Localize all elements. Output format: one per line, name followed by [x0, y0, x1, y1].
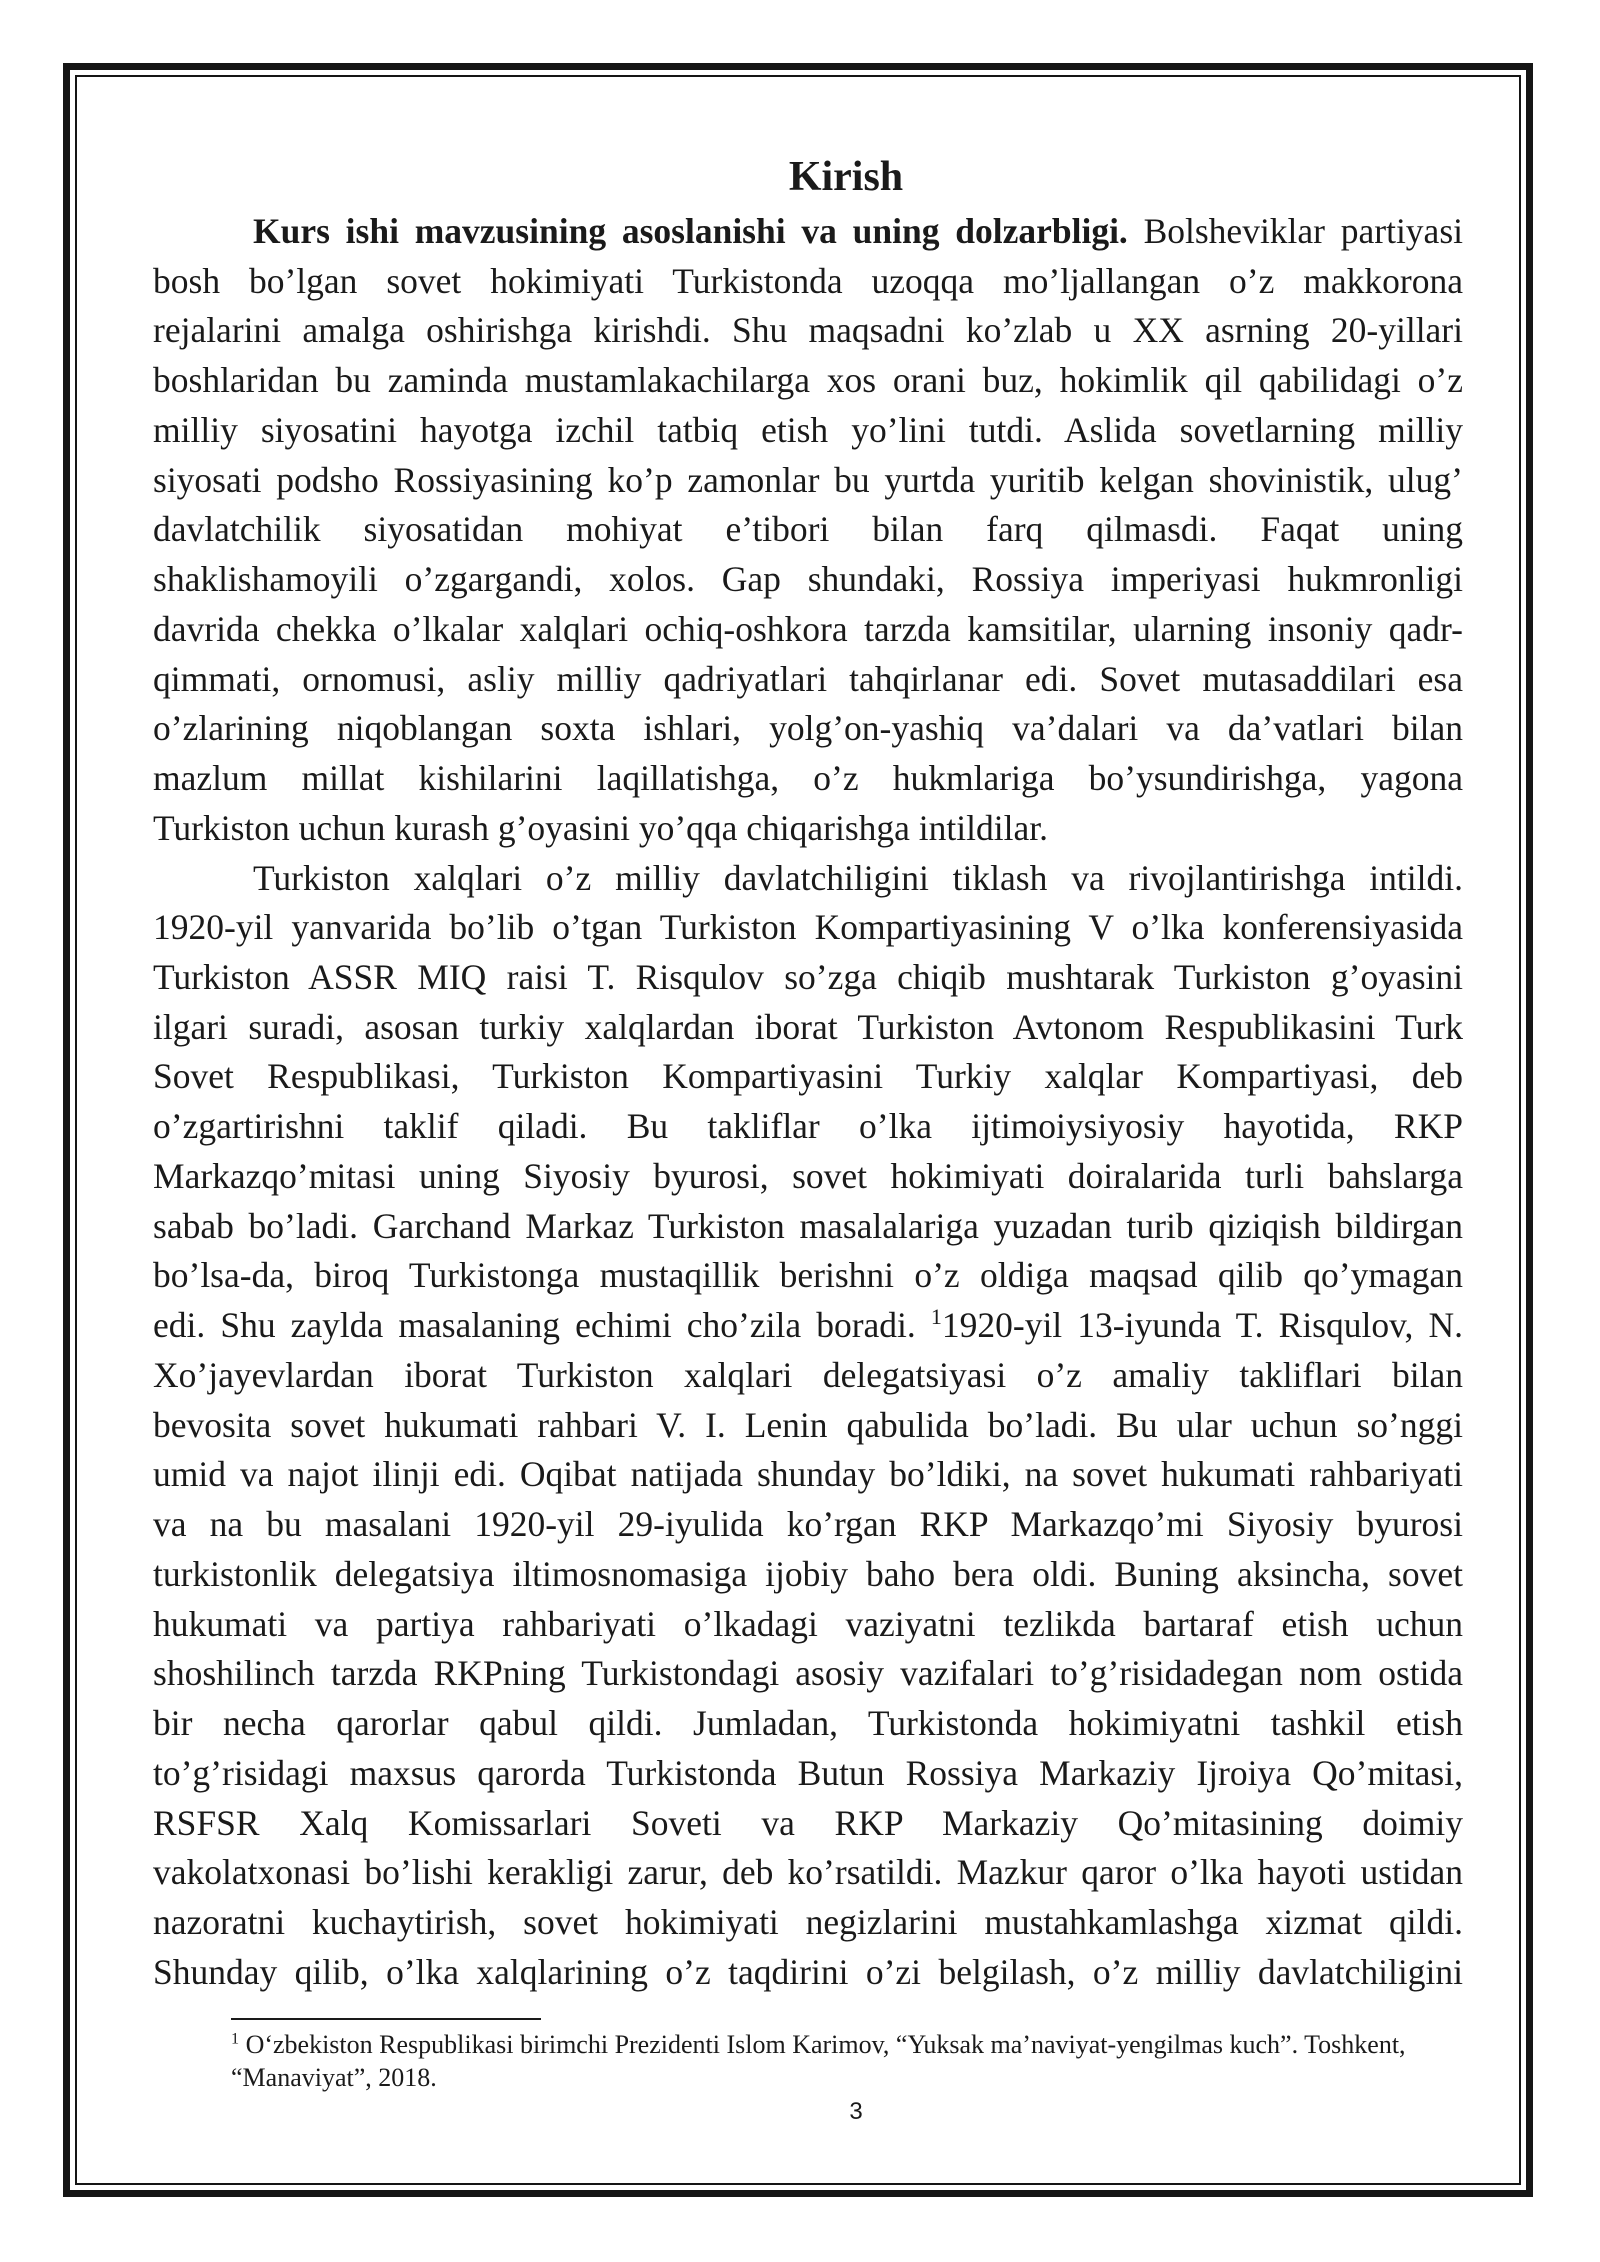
body-line: ilgari suradi, asosan turkiy xalqlardan iborat Turkiston Avtonom Respublikasini Turk [153, 1006, 1463, 1047]
body-line: bo’lsa-da, biroq Turkistonga mustaqillik berishni o’z oldiga maqsad qilib qo’ymagan [153, 1255, 1463, 1296]
line-text: Bolsheviklar partiyasi [1143, 211, 1463, 251]
body-line: milliy siyosatini hayotga izchil tatbiq etish yo’lini tutdi. Aslida sovetlarning milliy [153, 409, 1463, 450]
body-line: bosh bo’lgan sovet hokimiyati Turkistonda uzoqqa mo’ljallangan o’z makkorona [153, 260, 1463, 301]
body-line: sabab bo’ladi. Garchand Markaz Turkiston masalalariga yuzadan turib qiziqish bildirgan [153, 1205, 1463, 1246]
footnote-separator [231, 2018, 541, 2020]
body-line: qimmati, ornomusi, asliy milliy qadriyatlari tahqirlanar edi. Sovet mutasaddilari esa [153, 658, 1463, 699]
body-line: turkistonlik delegatsiya iltimosnomasiga ijobiy baho bera oldi. Buning aksincha, sovet [153, 1553, 1463, 1594]
body-line: bevosita sovet hukumati rahbari V. I. Lenin qabulida bo’ladi. Bu ular uchun so’nggi [153, 1404, 1463, 1445]
body-line: nazoratni kuchaytirish, sovet hokimiyati negizlarini mustahkamlashga xizmat qildi. [153, 1901, 1463, 1942]
body-line: va na bu masalani 1920-yil 29-iyulida ko’rgan RKP Markazqo’mi Siyosiy byurosi [153, 1504, 1463, 1545]
footnote-reference: 1 [930, 1304, 942, 1330]
body-line: hukumati va partiya rahbariyati o’lkadagi vaziyatni tezlikda bartaraf etish uchun [153, 1603, 1463, 1644]
body-line: Markazqo’mitasi uning Siyosiy byurosi, sovet hokimiyati doiralarida turli bahslarga [153, 1155, 1463, 1196]
body-line: shaklishamoyili o’zgargandi, xolos. Gap shundaki, Rossiya imperiyasi hukmronligi [153, 559, 1463, 600]
body-line: mazlum millat kishilarini laqillatishga, o’z hukmlariga bo’ysundirishga, yagona [153, 758, 1463, 799]
body-line: boshlaridan bu zaminda mustamlakachilarga xos orani buz, hokimlik qil qabilidagi o’z [153, 360, 1463, 401]
line-text: 1920-yil 13-iyunda T. Risqulov, N. [941, 1305, 1464, 1346]
page-number: 3 [849, 2098, 863, 2125]
body-line: Shunday qilib, o’lka xalqlarining o’z taqdirini o’zi belgilash, o’z milliy davlatchiligini [153, 1951, 1463, 1992]
footnote [231, 2028, 1463, 2094]
body-line: to’g’risidagi maxsus qarorda Turkistonda Butun Rossiya Markaziy Ijroiya Qo’mitasi, [153, 1752, 1463, 1793]
body-line [153, 207, 1463, 257]
section-title: Kirish [788, 154, 904, 200]
body-line: RSFSR Xalq Komissarlari Soveti va RKP Markaziy Qo’mitasining doimiy [153, 1802, 1463, 1843]
line-text: edi. Shu zaylda masalaning echimi cho’zila boradi. [153, 1305, 916, 1346]
body-line: davrida chekka o’lkalar xalqlari ochiq-oshkora tarzda kamsitilar, ularning insoniy qadr- [153, 608, 1463, 649]
footnote-line [231, 2028, 1463, 2061]
body-line: o’zgartirishni taklif qiladi. Bu takliflar o’lka ijtimoiysiyosiy hayotida, RKP [153, 1106, 1463, 1147]
body-line [153, 1301, 1463, 1351]
footnote-marker: 1 [231, 2030, 240, 2048]
paragraph-1 [153, 207, 1463, 854]
body-line: umid va najot ilinji edi. Oqibat natijada shunday bo’ldiki, na sovet hukumati rahbariyati [153, 1454, 1463, 1495]
body-line: Turkiston ASSR MIQ raisi T. Risqulov so’zga chiqib mushtarak Turkiston g’oyasini [153, 957, 1463, 998]
body-line: Xo’jayevlardan iborat Turkiston xalqlari delegatsiyasi o’z amaliy takliflari bilan [153, 1354, 1463, 1395]
body-line: Sovet Respublikasi, Turkiston Kompartiyasini Turkiy xalqlar Kompartiyasi, deb [153, 1056, 1463, 1097]
body-line: 1920-yil yanvarida bo’lib o’tgan Turkiston Kompartiyasining V o’lka konferensiyasida [153, 907, 1463, 948]
body-line: o’zlarining niqoblangan soxta ishlari, yolg’on-yashiq va’dalari va da’vatlari bilan [153, 708, 1463, 749]
footnote-text: O‘zbekiston Respublikasi birimchi Prezidenti Islom Karimov, “Yuksak ma’naviyat-yengilmas kuch”. Toshkent, [245, 2030, 1406, 2059]
body-line: Turkiston xalqlari o’z milliy davlatchiligini tiklash va rivojlantirishga intildi. [253, 857, 1463, 898]
paragraph-2 [153, 854, 1463, 1998]
body-line: siyosati podsho Rossiyasining ko’p zamonlar bu yurtda yuritib kelgan shovinistik, ulug’ [153, 459, 1463, 500]
body-line: rejalarini amalga oshirishga kirishdi. Shu maqsadni ko’zlab u XX asrning 20-yillari [153, 310, 1463, 351]
footnote-line: “Manaviyat”, 2018. [231, 2063, 437, 2092]
body-line: shoshilinch tarzda RKPning Turkistondagi asosiy vazifalari to’g’risidadegan nom ostida [153, 1653, 1463, 1694]
body-line: Turkiston uchun kurash g’oyasini yo’qqa chiqarishga intildilar. [153, 807, 1048, 848]
body-line: davlatchilik siyosatidan mohiyat e’tibori bilan farq qilmasdi. Faqat uning [153, 509, 1463, 550]
body-text [153, 207, 1463, 1997]
lead-heading: Kurs ishi mavzusining asoslanishi va uning dolzarbligi. [253, 211, 1128, 251]
body-line: bir necha qarorlar qabul qildi. Jumladan, Turkistonda hokimiyatni tashkil etish [153, 1703, 1463, 1744]
body-line: vakolatxonasi bo’lishi kerakligi zarur, deb ko’rsatildi. Mazkur qaror o’lka hayoti ustidan [153, 1852, 1463, 1893]
